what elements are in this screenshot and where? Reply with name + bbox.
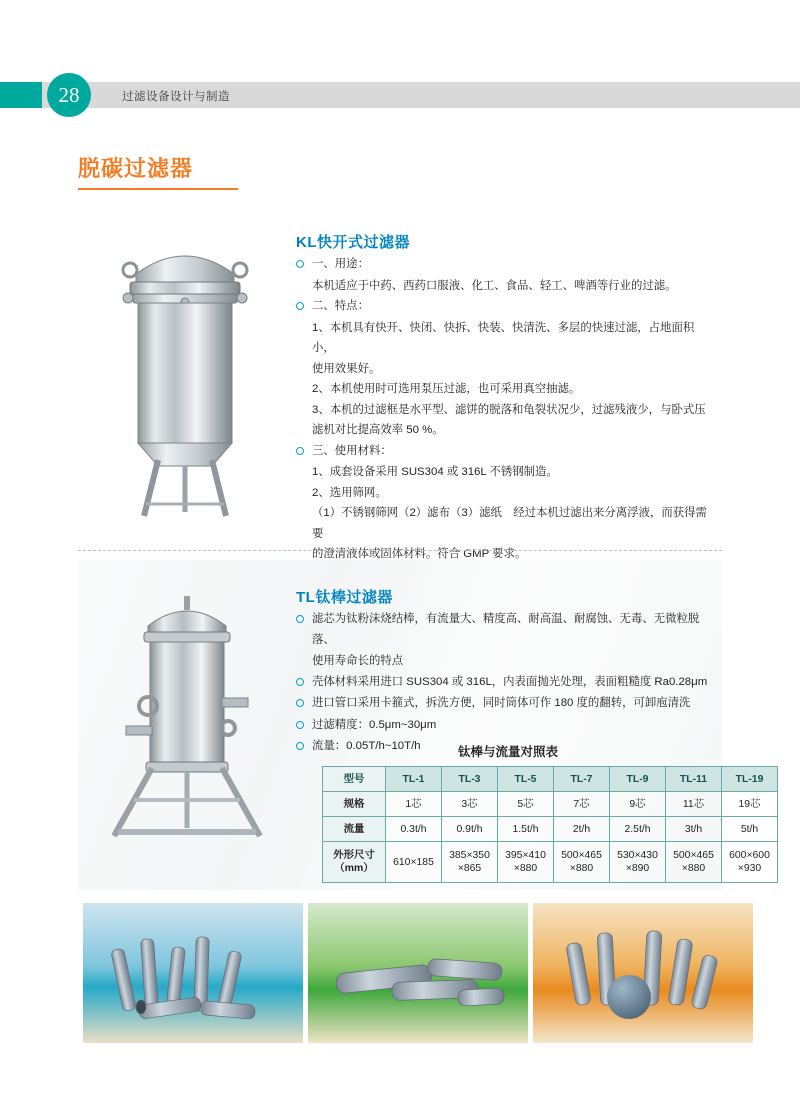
table-cell: 0.9t/h bbox=[442, 817, 498, 842]
table-row-header-line1: 外形尺寸 bbox=[333, 850, 375, 861]
page-title: 脱碳过滤器 bbox=[78, 156, 194, 181]
table-row bbox=[323, 792, 778, 817]
table-cell: 3芯 bbox=[442, 792, 498, 817]
table-cell: 9芯 bbox=[610, 792, 666, 817]
bullet-icon bbox=[296, 615, 304, 623]
table-header-cell: TL-19 bbox=[722, 767, 778, 792]
table-cell: 1.5t/h bbox=[498, 817, 554, 842]
titanium-rods-photo-3 bbox=[533, 903, 753, 1043]
table-caption: 钛棒与流量对照表 bbox=[457, 745, 558, 759]
tl-titanium-filter-photo bbox=[92, 578, 282, 848]
table-cell: 1芯 bbox=[386, 792, 442, 817]
table-cell: 395×410 ×880 bbox=[498, 842, 554, 883]
table-cell: 0.3t/h bbox=[386, 817, 442, 842]
header-accent-block bbox=[0, 82, 42, 108]
page-number-badge: 28 bbox=[47, 73, 91, 117]
table-header-cell: 型号 bbox=[323, 767, 386, 792]
list-item: 使用效果好。 bbox=[312, 362, 381, 375]
titanium-rods-photo-2 bbox=[308, 903, 528, 1043]
list-item: 1、本机具有快开、快闭、快拆、快装、快清洗、多层的快速过滤，占地面积小， bbox=[312, 321, 695, 354]
list-item: 使用寿命长的特点 bbox=[312, 655, 404, 667]
section-body-kl bbox=[296, 254, 716, 565]
table-cell: 19芯 bbox=[722, 792, 778, 817]
list-item: 2、选用筛网。 bbox=[312, 486, 387, 499]
bullet-icon bbox=[296, 302, 304, 310]
page-title-underline bbox=[78, 188, 238, 190]
titanium-rods-photo-1 bbox=[83, 903, 303, 1043]
list-item: 过滤精度：0.5μm~30μm bbox=[296, 715, 716, 736]
list-item: 二、特点： bbox=[296, 296, 716, 317]
table-header-cell: TL-1 bbox=[386, 767, 442, 792]
table-row bbox=[323, 842, 778, 883]
bullet-icon bbox=[296, 260, 304, 268]
bullet-icon bbox=[296, 447, 304, 455]
kl-filter-vessel-photo bbox=[100, 228, 270, 518]
list-item: 流量：0.05T/h~10T/h bbox=[296, 736, 716, 757]
list-item: 本机适应于中药、西药口服液、化工、食品、轻工、啤酒等行业的过滤。 bbox=[312, 279, 677, 292]
section-divider bbox=[78, 550, 722, 551]
list-item: 1、成套设备采用 SUS304 或 316L 不锈钢制造。 bbox=[312, 466, 558, 478]
list-item: 的澄清液体或固体材料。符合 GMP 要求。 bbox=[312, 548, 527, 560]
list-item: 2、本机使用时可选用泵压过滤，也可采用真空抽滤。 bbox=[312, 383, 581, 395]
table-cell: 385×350 ×865 bbox=[442, 842, 498, 883]
running-header-title: 过滤设备设计与制造 bbox=[122, 91, 230, 103]
table-cell: 2.5t/h bbox=[610, 817, 666, 842]
list-item: 3、本机的过滤框是水平型、滤饼的脱落和龟裂状况少，过滤残液少，与卧式压 bbox=[312, 403, 706, 416]
table-cell: 600×600 ×930 bbox=[722, 842, 778, 883]
table-row-header bbox=[323, 842, 386, 883]
table-header-cell: TL-9 bbox=[610, 767, 666, 792]
table-cell: 5芯 bbox=[498, 792, 554, 817]
list-item: 滤机对比提高效率 50 %。 bbox=[312, 424, 444, 436]
table-cell: 3t/h bbox=[666, 817, 722, 842]
table-header-cell: TL-11 bbox=[666, 767, 722, 792]
table-cell: 11芯 bbox=[666, 792, 722, 817]
spec-table bbox=[322, 766, 778, 883]
table-cell: 2t/h bbox=[554, 817, 610, 842]
bullet-icon bbox=[296, 678, 304, 686]
section-body-tl bbox=[296, 609, 716, 758]
section-title-tl: TL钛棒过滤器 bbox=[296, 589, 393, 606]
table-header-cell: TL-5 bbox=[498, 767, 554, 792]
list-item: 进口管口采用卡箍式，拆洗方便，同时筒体可作 180 度的翻转，可卸庖清洗 bbox=[296, 693, 716, 714]
table-row bbox=[323, 817, 778, 842]
table-header-row bbox=[323, 767, 778, 792]
table-row-header: 流量 bbox=[323, 817, 386, 842]
bullet-icon bbox=[296, 721, 304, 729]
list-item: 滤芯为钛粉沫烧结棒，有流量大、精度高、耐高温、耐腐蚀、无毒、无微粒脱落、 bbox=[296, 609, 716, 650]
table-cell: 610×185 bbox=[386, 842, 442, 883]
list-item: 一、用途： bbox=[296, 254, 716, 275]
table-cell: 530×430 ×890 bbox=[610, 842, 666, 883]
table-cell: 5t/h bbox=[722, 817, 778, 842]
list-item: 三、使用材料： bbox=[296, 441, 716, 462]
table-cell: 7芯 bbox=[554, 792, 610, 817]
table-cell: 500×465 ×880 bbox=[666, 842, 722, 883]
header-bar bbox=[0, 82, 800, 108]
bullet-icon bbox=[296, 699, 304, 707]
table-header-cell: TL-7 bbox=[554, 767, 610, 792]
list-item: 壳体材料采用进口 SUS304 或 316L，内表面抛光处理，表面粗糙度 Ra0.28μm bbox=[296, 672, 716, 693]
table-row-header-line2: （mm） bbox=[334, 863, 374, 874]
table-cell: 500×465 ×880 bbox=[554, 842, 610, 883]
table-row-header: 规格 bbox=[323, 792, 386, 817]
list-item: （1）不锈钢筛网（2）滤布（3）滤纸 经过本机过滤出来分离浮液，而获得需要 bbox=[312, 507, 707, 540]
section-title-kl: KL快开式过滤器 bbox=[296, 234, 410, 251]
table-header-cell: TL-3 bbox=[442, 767, 498, 792]
